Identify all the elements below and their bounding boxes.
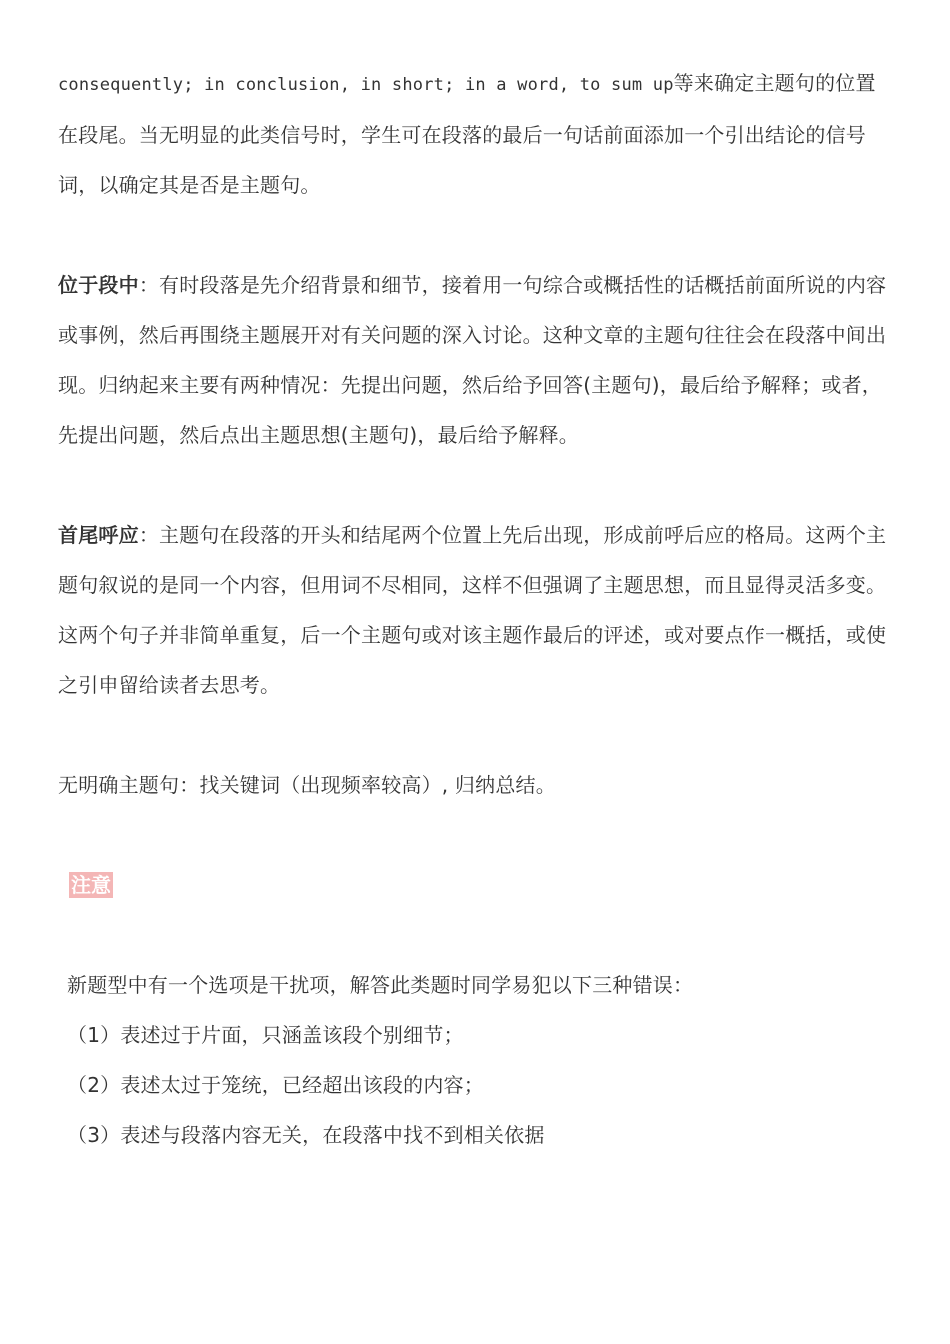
label-colon: ：: [138, 523, 160, 547]
spacer: [58, 810, 888, 860]
paragraph-both-label: 首尾呼应: [58, 523, 139, 547]
note-item-1: （1）表述过于片面，只涵盖该段个别细节；: [67, 1023, 464, 1047]
note-body: [67, 960, 888, 1160]
paragraph-end-position: [58, 58, 888, 210]
note-item-2: （2）表述太过于笼统，已经超出该段的内容；: [67, 1073, 484, 1097]
note-intro: 新题型中有一个选项是干扰项，解答此类题时同学易犯以下三种错误：: [67, 973, 694, 997]
paragraph-both-text: 主题句在段落的开头和结尾两个位置上先后出现，形成前呼后应的格局。这两个主题句叙说的是同一个内容，但用词不尽相同，这样不但强调了主题思想，而且显得灵活多变。这两个句子并非简单重复，后一个主题句或对该主题作最后的评述，或对要点作一概括，或使之引申留给读者去思考。: [58, 523, 887, 697]
spacer: [58, 910, 888, 960]
spacer: [58, 710, 888, 760]
note-header: [69, 860, 888, 910]
spacer: [58, 460, 888, 510]
paragraph-middle-text: 有时段落是先介绍背景和细节，接着用一句综合或概括性的话概括前面所说的内容或事例，然后再围绕主题展开对有关问题的深入讨论。这种文章的主题句往往会在段落中间出现。归纳起来主要有两种情况：先提出问题，然后给予回答(主题句)，最后给予解释；或者，先提出问题，然后点出主题思想(主题句)，最后给予解释。: [58, 273, 887, 447]
paragraph-no-topic-sentence: 无明确主题句：找关键词（出现频率较高）, 归纳总结。: [58, 773, 556, 797]
note-badge: 注意: [71, 873, 111, 897]
note-item-3: （3）表述与段落内容无关，在段落中找不到相关依据: [67, 1123, 545, 1147]
document-page: [58, 58, 888, 1160]
label-colon: ：: [138, 273, 160, 297]
paragraph-middle-label: 位于段中: [58, 273, 139, 297]
english-signal-words: consequently; in conclusion, in short; in a word, to sum up: [58, 75, 674, 95]
paragraph-middle-position: [58, 260, 888, 460]
paragraph-both-ends: [58, 510, 888, 710]
paragraph-end-text: 等来确定主题句的位置在段尾。当无明显的此类信号时，学生可在段落的最后一句话前面添加一个引出结论的信号词，以确定其是否是主题句。: [58, 71, 876, 197]
spacer: [58, 210, 888, 260]
